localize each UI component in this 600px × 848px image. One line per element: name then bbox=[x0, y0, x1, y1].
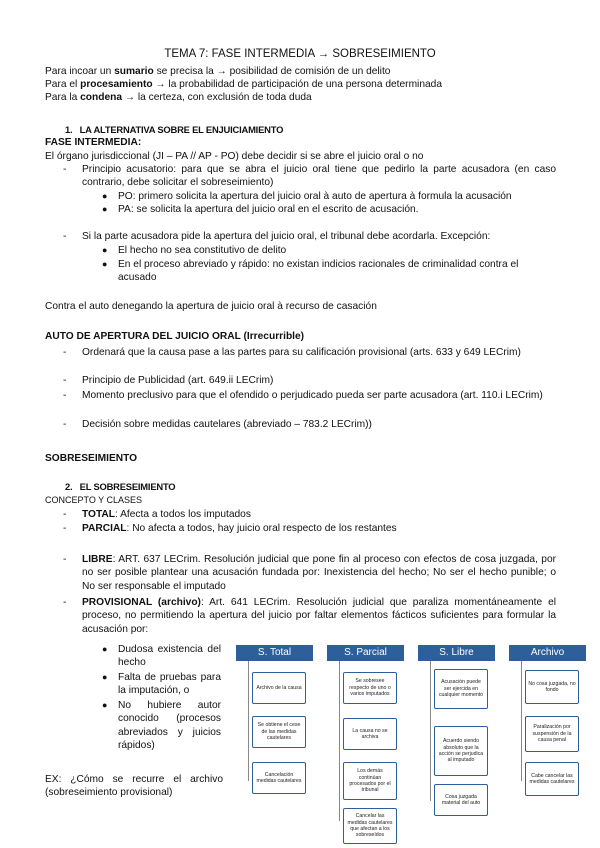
dash-bullet: - bbox=[63, 554, 67, 565]
connector bbox=[339, 661, 340, 821]
dash-bullet: - bbox=[63, 597, 67, 608]
auto-item-1: Ordenará que la causa pase a las partes para su calificación provisional (arts. 633 y 649 LECrim) bbox=[82, 347, 521, 358]
section-1-subheading: FASE INTERMEDIA: bbox=[45, 137, 142, 148]
diagram-box: Acuerdo siendo absoluto que la acción se perjudica al imputado bbox=[434, 726, 488, 776]
diagram-header-archivo: Archivo bbox=[509, 645, 586, 661]
ex-question: EX: ¿Cómo se recurre el archivo (sobreseimiento provisional) bbox=[45, 774, 223, 799]
bullet-dot: ● bbox=[102, 245, 108, 255]
bullet-dot: ● bbox=[102, 259, 108, 269]
libre-item: LIBRE: ART. 637 LECrim. Resolución judicial que pone fin al proceso con efectos de cosa juzgada, por no ser posible plantear una acusación fundada por: Inexistencia del hecho; No ser el hecho punible; o No ser responsable el imputado bbox=[82, 554, 556, 592]
provisional-item: PROVISIONAL (archivo): Art. 641 LECrim. Resolución judicial que paraliza momentáneamente el proceso, no permitiendo la apertura del juicio por faltar elementos fácticos suficientes para formular la acusación por: bbox=[82, 597, 557, 635]
diagram-box: No cosa juzgada, no fondo bbox=[525, 670, 579, 704]
dash-bullet: - bbox=[63, 390, 67, 401]
dash-bullet: - bbox=[63, 231, 67, 242]
bullet-dot: ● bbox=[102, 191, 108, 201]
diagram-box: Acusación puede ser ejercida en cualquier momento bbox=[434, 669, 488, 709]
bullet-hecho: El hecho no sea constitutivo de delito bbox=[118, 245, 287, 256]
diagram-box: Paralización por suspensión de la causa penal bbox=[525, 716, 579, 752]
diagram-box: Cancelar las medidas cautelares que afectan a los sobreseídos bbox=[343, 808, 397, 844]
parcial-item: PARCIAL: No afecta a todos, hay juicio oral respecto de los restantes bbox=[82, 523, 397, 534]
dash-bullet: - bbox=[63, 375, 67, 386]
page-title: TEMA 7: FASE INTERMEDIA → SOBRESEIMIENTO bbox=[164, 48, 436, 60]
apertura-excepcion: Si la parte acusadora pide la apertura del juicio oral, el tribunal debe acordarla. Excepción: bbox=[82, 231, 491, 242]
bullet-abreviado: En el proceso abreviado y rápido: no existan indicios racionales de criminalidad contra el acusado bbox=[118, 259, 519, 284]
diagram-box: Se sobresee respecto de uno o varios imputados bbox=[343, 672, 397, 704]
diagram-box: La causa no se archiva bbox=[343, 718, 397, 750]
dash-bullet: - bbox=[63, 523, 67, 534]
bullet-dot: ● bbox=[102, 700, 108, 710]
section-2-heading: 2. EL SOBRESEIMIENTO bbox=[65, 481, 176, 492]
connector bbox=[521, 661, 522, 781]
prov-bullet-2: Falta de pruebas para la imputación, o bbox=[118, 672, 221, 697]
dash-bullet: - bbox=[63, 347, 67, 358]
bullet-dot: ● bbox=[102, 644, 108, 654]
diagram-box: Cancelación medidas cautelares bbox=[252, 762, 306, 794]
auto-item-2: Principio de Publicidad (art. 649.ii LECrim) bbox=[82, 375, 274, 386]
dash-bullet: - bbox=[63, 509, 67, 520]
sobreseimiento-heading: SOBRESEIMIENTO bbox=[45, 453, 138, 464]
dash-bullet: - bbox=[63, 164, 67, 175]
bullet-pa: PA: se solicita la apertura del juicio oral en el escrito de acusación. bbox=[118, 204, 419, 215]
total-item: TOTAL: Afecta a todos los imputados bbox=[82, 509, 251, 520]
prov-bullet-3: No hubiere autor conocido (procesos abreviados y juicios rápidos) bbox=[118, 700, 221, 752]
auto-heading: AUTO DE APERTURA DEL JUICIO ORAL (Irrecurrible) bbox=[45, 331, 305, 342]
auto-item-3: Momento preclusivo para que el ofendido o perjudicado pueda ser parte acusadora (art. 110.i LECrim) bbox=[82, 390, 543, 401]
bullet-dot: ● bbox=[102, 204, 108, 214]
diagram-box: Los demás continúan procesados por el tribunal bbox=[343, 762, 397, 800]
connector bbox=[430, 661, 431, 801]
section-1-closing: Contra el auto denegando la apertura de juicio oral à recurso de casación bbox=[45, 301, 377, 312]
connector bbox=[248, 661, 249, 781]
diagram-header-libre: S. Libre bbox=[418, 645, 495, 661]
section-2-subheading: CONCEPTO Y CLASES bbox=[45, 495, 143, 505]
section-1-lead: El órgano jurisdiccional (JI – PA // AP - PO) debe decidir si se abre el juicio oral o no bbox=[45, 151, 424, 162]
bullet-dot: ● bbox=[102, 672, 108, 682]
diagram-box: Cosa juzgada material del auto bbox=[434, 784, 488, 816]
dash-bullet: - bbox=[63, 419, 67, 430]
prov-bullet-1: Dudosa existencia del hecho bbox=[118, 644, 221, 669]
bullet-po: PO: primero solicita la apertura del juicio oral à auto de apertura à formula la acusación bbox=[118, 191, 512, 202]
diagram-box: Cabe cancelar las medidas cautelares bbox=[525, 762, 579, 796]
principio-acusatorio: Principio acusatorio: para que se abra el juicio oral tiene que pedirlo la parte acusadora (en caso contrario, debe solicitar el sobreseimiento) bbox=[82, 164, 556, 189]
intro-line-1: Para incoar un sumario se precisa la → posibilidad de comisión de un delito bbox=[45, 66, 391, 77]
diagram-header-parcial: S. Parcial bbox=[327, 645, 404, 661]
auto-item-4: Decisión sobre medidas cautelares (abreviado – 783.2 LECrim)) bbox=[82, 419, 372, 430]
diagram-box: Se obtiene el cese de las medidas cautelares bbox=[252, 716, 306, 748]
section-1-heading: 1. LA ALTERNATIVA SOBRE EL ENJUICIAMIENTO bbox=[65, 124, 284, 135]
intro-line-2: Para el procesamiento → la probabilidad de participación de una persona determinada bbox=[45, 79, 442, 90]
diagram-header-total: S. Total bbox=[236, 645, 313, 661]
diagram-box: Archivo de la causa bbox=[252, 672, 306, 704]
intro-line-3: Para la condena → la certeza, con exclusión de toda duda bbox=[45, 92, 312, 103]
